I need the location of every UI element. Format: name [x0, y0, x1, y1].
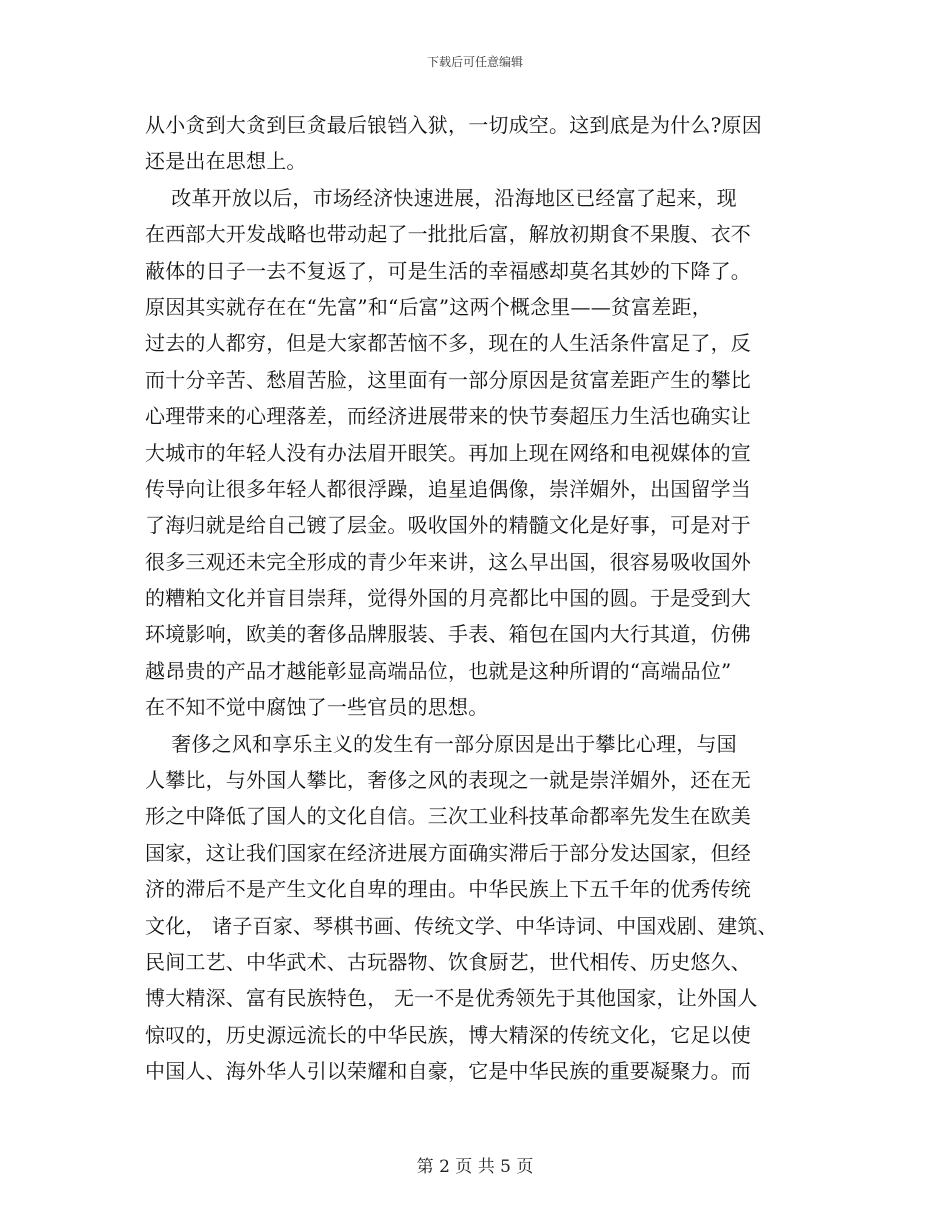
text-line: 民间工艺、中华武术、古玩器物、饮食厨艺，世代相传、历史悠久、 [145, 949, 751, 974]
text-line: 在西部大开发战略也带动起了一批批后富，解放初期食不果腹、衣不 [145, 222, 751, 247]
text-line: 博大精深、富有民族特色， 无一不是优秀领先于其他国家，让外国人 [145, 986, 758, 1011]
text-line: 在不知不觉中腐蚀了一些官员的思想。 [145, 695, 489, 720]
text-line: 而十分辛苦、愁眉苦脸，这里面有一部分原因是贫富差距产生的攀比 [145, 367, 751, 392]
text-line: 心理带来的心理落差，而经济进展带来的快节奏超压力生活也确实让 [145, 404, 751, 429]
text-line: 过去的人都穷，但是大家都苦恼不多，现在的人生活条件富足了，反 [145, 331, 751, 356]
text-line: 越昂贵的产品才越能彰显高端品位，也就是这种所谓的“高端品位” [145, 658, 732, 683]
text-line: 奢侈之风和享乐主义的发生有一部分原因是出于攀比心理，与国 [145, 731, 737, 756]
text-line: 国家，这让我们国家在经济进展方面确实滞后于部分发达国家，但经 [145, 840, 751, 865]
text-line: 改革开放以后，市场经济快速进展，沿海地区已经富了起来，现 [145, 185, 737, 210]
body-text [145, 107, 805, 1090]
text-line: 惊叹的，历史源远流长的中华民族，博大精深的传统文化，它足以使 [145, 1022, 751, 1047]
text-line: 的糟粕文化并盲目崇拜，觉得外国的月亮都比中国的圆。于是受到大 [145, 586, 751, 611]
text-line: 从小贪到大贪到巨贪最后锒铛入狱，一切成空。这到底是为什么?原因 [145, 113, 762, 137]
text-line: 很多三观还未完全形成的青少年来讲，这么早出国，很容易吸收国外 [145, 549, 751, 574]
text-line: 蔽体的日子一去不复返了，可是生活的幸福感却莫名其妙的下降了。 [145, 258, 751, 283]
text-line: 形之中降低了国人的文化自信。三次工业科技革命都率先发生在欧美 [145, 804, 751, 829]
page-footer: 第 2 页 共 5 页 [416, 1157, 534, 1177]
text-line: 了海归就是给自己镀了层金。吸收国外的精髓文化是好事，可是对于 [145, 513, 751, 538]
text-line: 中国人、海外华人引以荣耀和自豪，它是中华民族的重要凝聚力。而 [145, 1059, 751, 1084]
text-line: 原因其实就存在在“先富”和“后富”这两个概念里——贫富差距， [145, 294, 712, 319]
text-line: 还是出在思想上。 [145, 149, 307, 174]
text-line: 济的滞后不是产生文化自卑的理由。中华民族上下五千年的优秀传统 [145, 877, 751, 902]
text-line: 文化， 诸子百家、琴棋书画、传统文学、中华诗词、中国戏剧、建筑、 [145, 913, 778, 938]
text-line: 传导向让很多年轻人都很浮躁，追星追偶像，崇洋媚外，出国留学当 [145, 476, 751, 501]
text-line: 环境影响，欧美的奢侈品牌服装、手表、箱包在国内大行其道，仿佛 [145, 622, 751, 647]
text-line: 大城市的年轻人没有办法眉开眼笑。再加上现在网络和电视媒体的宣 [145, 440, 751, 465]
page-header: 下载后可任意编辑 [426, 55, 523, 69]
text-line: 人攀比，与外国人攀比，奢侈之风的表现之一就是崇洋媚外，还在无 [145, 768, 751, 793]
